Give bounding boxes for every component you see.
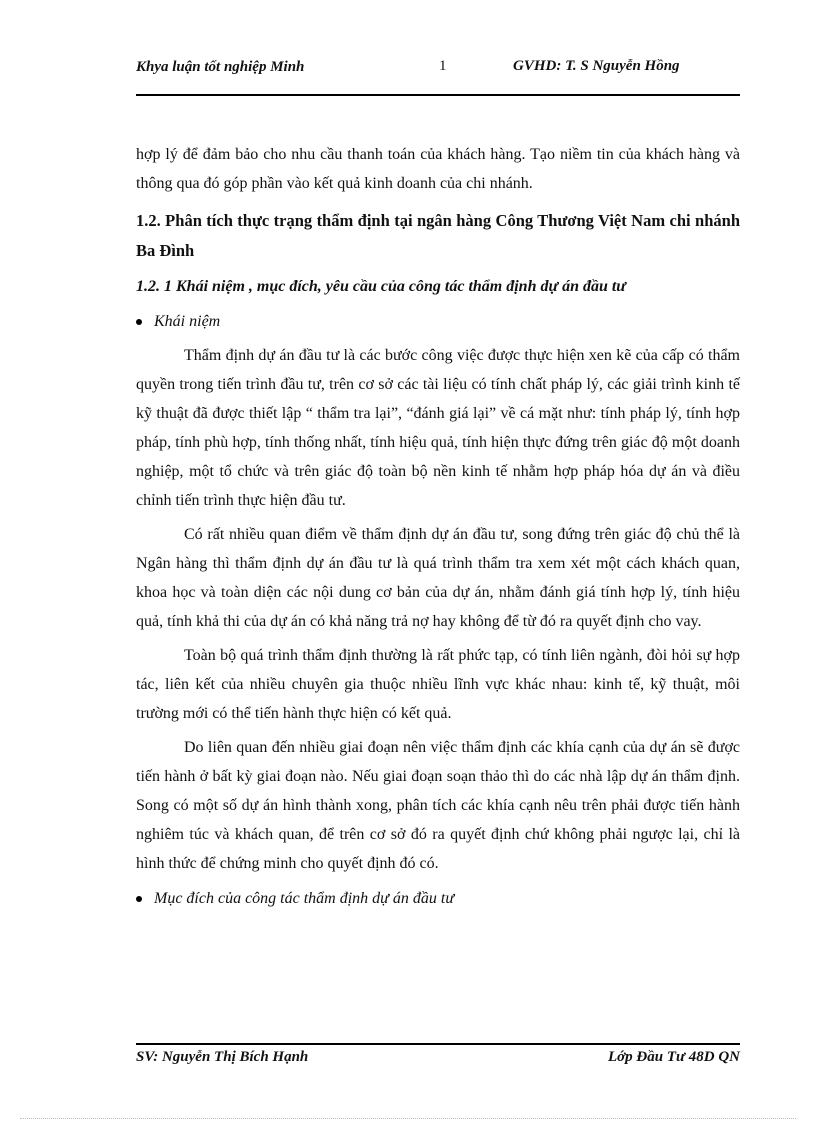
footer-class: Lớp Đầu Tư 48D QN — [607, 1049, 740, 1065]
bullet-concept-label: Khái niệm — [154, 313, 221, 330]
page-footer — [136, 1043, 740, 1065]
paragraph-1: Thẩm định dự án đầu tư là các bước công việc được thực hiện xen kẽ của cấp có thẩm quyền trong tiến trình đầu tư, trên cơ sở các tài liệu có tính chất pháp lý, các giải trình kinh tế kỹ thuật đã được thiết lập “ thẩm tra lại”, “đánh giá lại” về cá mặt như: tính pháp lý, tính hợp pháp, tính phù hợp, tính thống nhất, tính hiệu quả, tính hiện thực đứng trên giác độ một doanh nghiệp, một tổ chức và trên giác độ toàn bộ nền kinh tế nhằm hợp pháp hóa dự án và điều chỉnh tiến trình thực hiện đầu tư. — [136, 347, 740, 509]
header-page-number: 1 — [439, 58, 447, 74]
bullet-purpose-label: Mục đích của công tác thẩm định dự án đầu tư — [154, 890, 455, 907]
header-supervisor: GVHD: T. S Nguyễn Hồng — [513, 58, 680, 74]
bullet-purpose — [136, 884, 740, 913]
page-bottom-divider — [20, 1118, 796, 1119]
paragraph-3: Toàn bộ quá trình thẩm định thường là rất phức tạp, có tính liên ngành, đòi hỏi sự hợp tác, liên kết của nhiều chuyên gia thuộc nhiều lĩnh vực khác nhau: kinh tế, kỹ thuật, môi trường mới có thể tiến hành thực hiện có kết quả. — [136, 647, 740, 722]
page-header — [136, 56, 740, 96]
header-thesis-title: Khya luận tốt nghiệp Minh — [136, 59, 305, 75]
paragraph-4: Do liên quan đến nhiều giai đoạn nên việc thẩm định các khía cạnh của dự án sẽ được tiến hành ở bất kỳ giai đoạn nào. Nếu giai đoạn soạn thảo thì do các nhà lập dự án thẩm định. Song có một số dự án hình thành xong, phân tích các khía cạnh nêu trên phải được tiến hành nghiêm túc và khách quan, để trên cơ sở đó ra quyết định chứ không phải ngược lại, chỉ là hình thức để chứng minh cho quyết định đó có. — [136, 739, 740, 872]
footer-student: SV: Nguyễn Thị Bích Hạnh — [136, 1049, 309, 1065]
subsection-title: 1.2. 1 Khái niệm , mục đích, yêu cầu của công tác thẩm định dự án đầu tư — [136, 278, 626, 295]
bullet-dot-icon — [136, 896, 142, 902]
bullet-dot-icon — [136, 319, 142, 325]
bullet-concept — [136, 307, 740, 336]
document-body — [136, 140, 740, 913]
section-title: 1.2. Phân tích thực trạng thẩm định tại ngân hàng Công Thương Việt Nam chi nhánh Ba Đình — [136, 211, 740, 260]
intro-paragraph: hợp lý để đảm bảo cho nhu cầu thanh toán của khách hàng. Tạo niềm tin của khách hàng và thông qua đó góp phần vào kết quả kinh doanh của chi nhánh. — [136, 146, 740, 192]
paragraph-2: Có rất nhiều quan điểm về thẩm định dự án đầu tư, song đứng trên giác độ chủ thể là Ngân hàng thì thẩm định dự án đầu tư là quá trình thẩm tra xem xét một cách khách quan, khoa học và toàn diện các nội dung cơ bản của dự án, nhằm đánh giá tính hợp lý, tính hiệu quả, tính khả thi của dự án có khả năng trả nợ hay không để từ đó ra quyết định cho vay. — [136, 526, 740, 630]
